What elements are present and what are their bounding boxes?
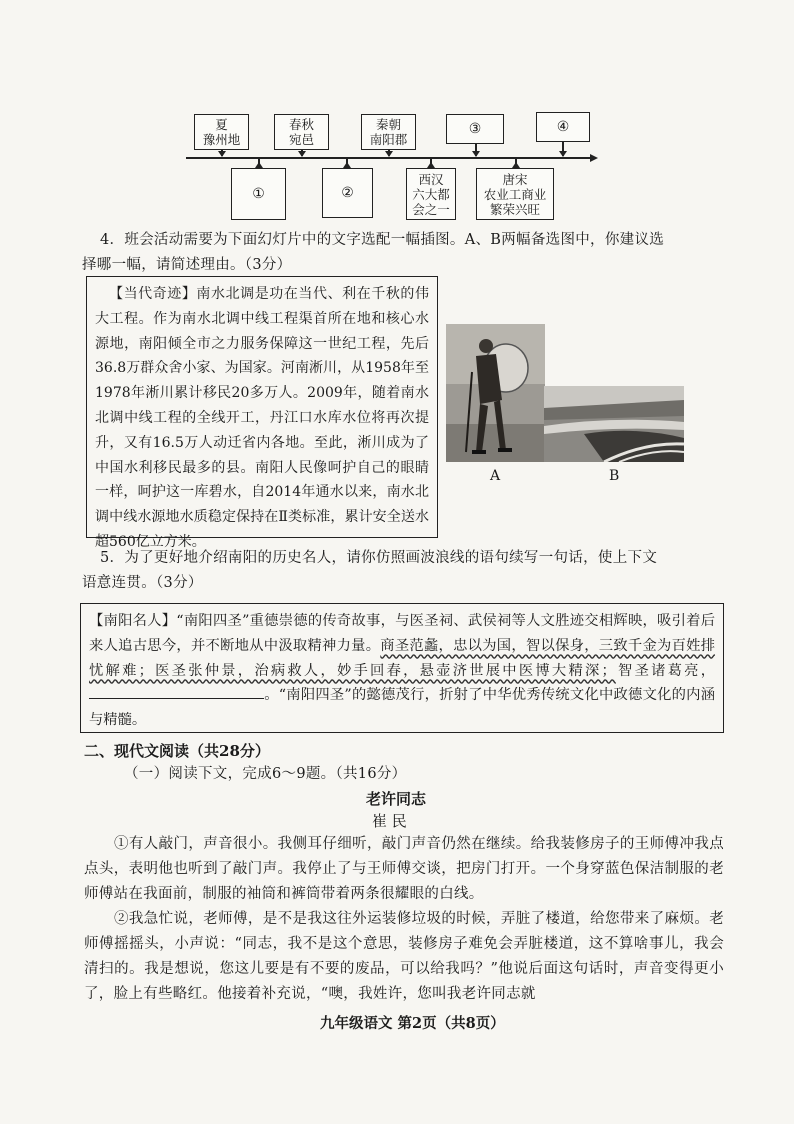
section-2-sub: （一）阅读下文，完成6～9题。（共16分）: [124, 766, 407, 782]
timeline-box-blank-3: ③: [446, 114, 504, 144]
q5-ending: 。“南阳四圣”的懿德茂行，折射了中华优秀传统文化中政德文化的内涵与精髓。: [89, 687, 715, 729]
article-p1: ①有人敲门，声音很小。我侧耳仔细听，敲门声音仍然在继续。给我装修房子的王师傅冲我点点头，表明他也听到了敲门声。我停止了与王师傅交谈，把房门打开。一个身穿蓝色保洁制服的老师傅站在我面前，制服的袖筒和裤筒带着两条很耀眼的白线。: [84, 836, 724, 902]
timeline-box-blank-2: ②: [322, 168, 373, 218]
timeline-box-xihan: 西汉 六大都 会之一: [406, 168, 456, 220]
q5-wavy-sentence: 商圣范蠡，忠以为国，智以保身，三致千金为百姓排忧解难；医圣张仲景，治病救人，妙手回春，悬壶济世展中医博大精深；: [89, 637, 716, 679]
q5-stem-line2: 语意连贯。（3分）: [82, 575, 203, 591]
q5-intro: 【南阳名人】“南阳四圣”重德崇德的传奇故事，与医圣祠、武侯祠等人文胜迹交相辉映，吸引着后来人追古思今，并不断地从中汲取精神力量。: [89, 613, 715, 654]
section-2-title: 二、现代文阅读（共28分）: [84, 742, 270, 760]
photo-a-elderly-migrant: [446, 324, 545, 462]
q5-zhuge: 智圣诸葛亮，: [615, 662, 716, 679]
article-p2: ②我急忙说，老师傅，是不是我这往外运装修垃圾的时候，弄脏了楼道，给您带来了麻烦。老师傅摇摇头，小声说：“同志，我不是这个意思，装修房子难免会弄脏楼道，这不算啥事儿，我会清扫的。我是想说，您这儿要是有不要的废品，可以给我吗？”他说后面这句话时，声音变得更小了，脸上有些略红。他接着补充说，“噢，我姓许，您叫我老许同志就: [84, 911, 724, 1002]
q4-passage-box: [86, 276, 438, 550]
q5-passage-box: [80, 603, 724, 733]
article-title: 老许同志: [366, 790, 427, 808]
timeline-box-blank-4: ④: [536, 112, 590, 142]
timeline-axis: [186, 157, 592, 159]
q4-passage: 【当代奇迹】南水北调是功在当代、利在千秋的伟大工程。作为南水北调中线工程渠首所在地和核心水源地，南阳倾全市之力服务保障这一世纪工程，先后36.8万群众舍小家、为国家。河南淅川，从1958年至1978年淅川累计移民20多万人。2009年，随着南水北调中线工程的全线开工，丹江口水库水位将再次提升，又有16.5万人动迁省内各地。至此，淅川成为了中国水利移民最多的县。南阳人民像呵护自己的眼睛一样，呵护这一库碧水，自2014年通水以来，南水北调中线水源地水质稳定保持在Ⅱ类标准，累计安全送水超560亿立方米。: [95, 286, 429, 550]
q5-stem: 5．为了更好地介绍南阳的历史名人，请你仿照画波浪线的语句续写一句话，使上下文: [100, 550, 658, 566]
photo-b-water-canal: [544, 386, 684, 462]
q4-stem-line2: 择哪一幅，请简述理由。（3分）: [82, 257, 292, 273]
timeline-box-chunqiu: 春秋 宛邑: [274, 114, 329, 150]
timeline-box-tangsong: 唐宋 农业工商业 繁荣兴旺: [476, 168, 554, 220]
timeline-box-blank-1: ①: [231, 168, 286, 220]
q4-stem: 4．班会活动需要为下面幻灯片中的文字选配一幅插图。A、B两幅备选图中，你建议选: [100, 232, 665, 248]
photo-b-label: B: [609, 468, 620, 484]
photo-a-label: A: [490, 468, 501, 484]
page-footer: 九年级语文 第2页（共8页）: [320, 1015, 505, 1032]
timeline-box-qin: 秦朝 南阳郡: [361, 114, 416, 150]
q5-answer-blank[interactable]: [89, 684, 264, 699]
article-author: 崔 民: [372, 812, 407, 830]
timeline-box-xia: 夏 豫州地: [194, 114, 249, 150]
